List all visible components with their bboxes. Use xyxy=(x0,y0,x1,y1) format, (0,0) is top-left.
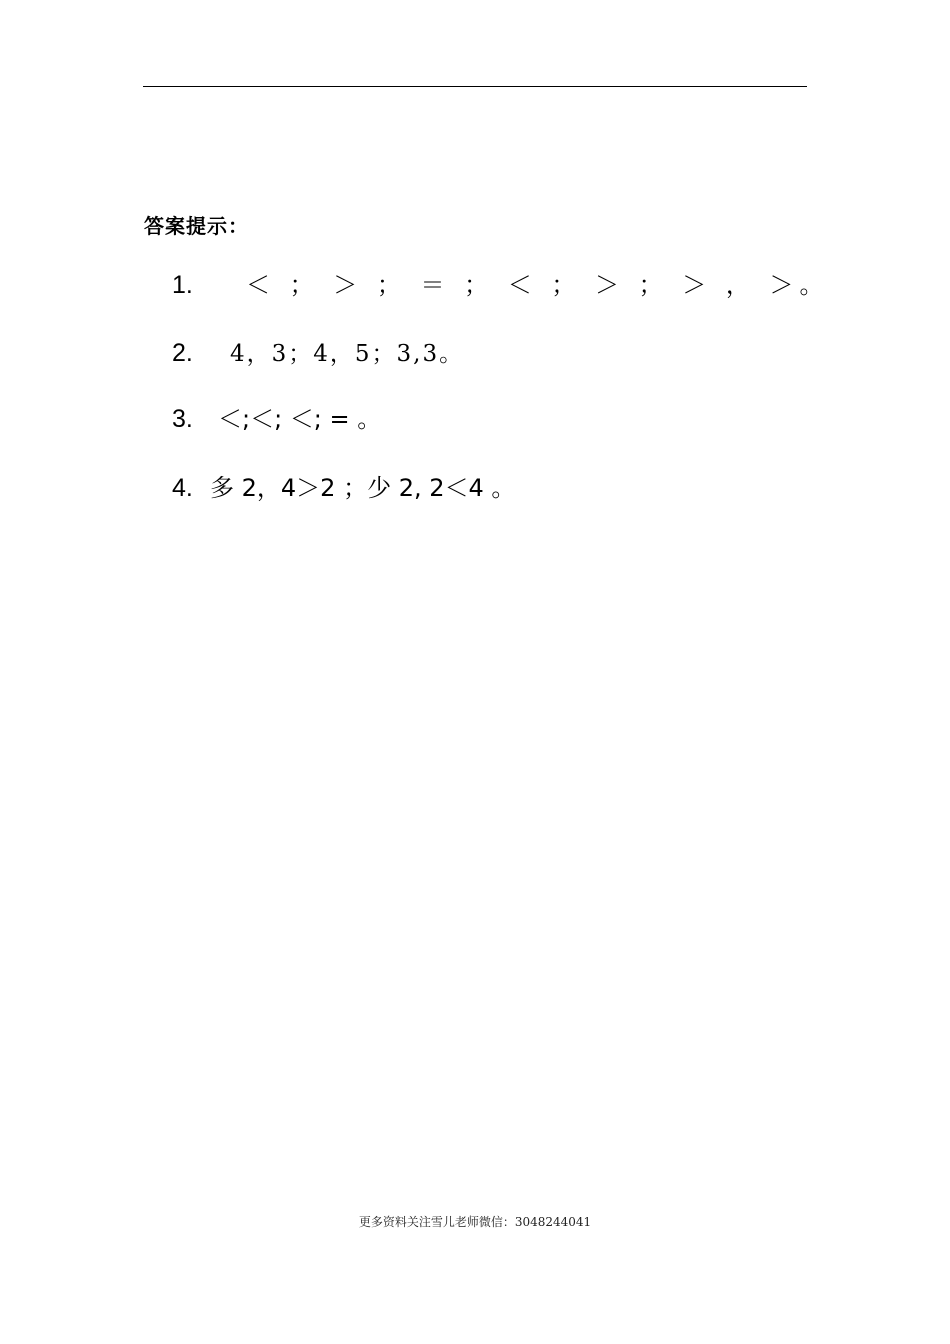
answer-text: 4，3；4，5；3,3。 xyxy=(230,341,465,367)
answer-heading: 答案提示： xyxy=(144,216,249,238)
answer-item-2 xyxy=(172,338,464,369)
answer-number: 4. xyxy=(172,474,193,502)
footer-note: 更多资料关注雪儿老师微信：3048244041 xyxy=(358,1215,592,1229)
answer-item-3 xyxy=(172,404,381,434)
answer-text: 多 2，4＞2 ；少 2, 2＜4 。 xyxy=(210,474,516,502)
answer-text: ＜;＜; ＜; = 。 xyxy=(218,405,382,433)
header-divider xyxy=(143,86,807,87)
answer-number: 3. xyxy=(172,405,193,433)
answer-number: 1. xyxy=(172,271,193,299)
answer-item-1 xyxy=(172,270,830,300)
answer-item-4 xyxy=(172,473,515,503)
answer-number: 2. xyxy=(172,339,193,367)
answer-text: ＜ ； ＞ ； ＝ ； ＜ ； ＞ ； ＞ ， ＞。 xyxy=(246,271,830,299)
